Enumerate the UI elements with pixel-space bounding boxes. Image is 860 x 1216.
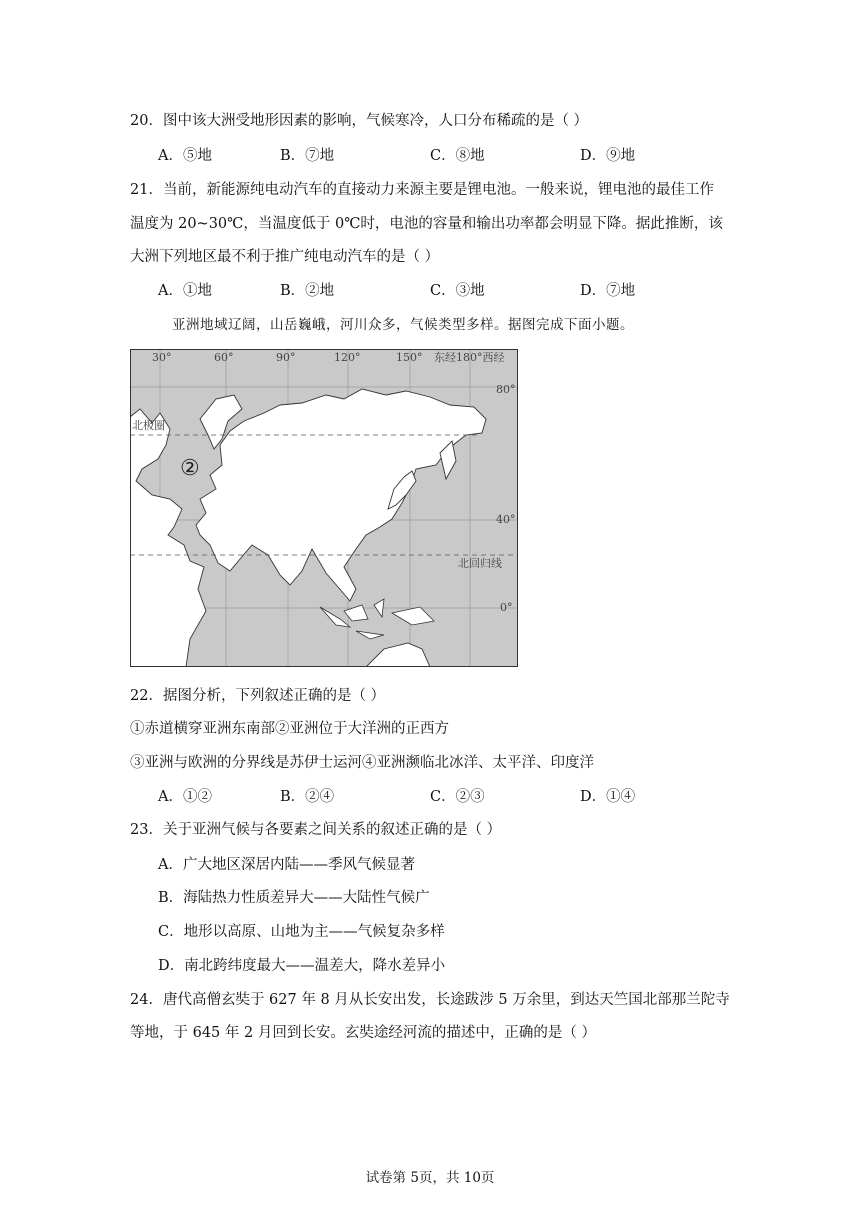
lon-label-150: 150° bbox=[396, 351, 423, 364]
q22-statement-2: ③亚洲与欧洲的分界线是苏伊士运河④亚洲濒临北冰洋、太平洋、印度洋 bbox=[130, 755, 594, 771]
q20-option-c: C．⑧地 bbox=[430, 148, 485, 164]
q21-option-d: D．⑦地 bbox=[580, 283, 636, 299]
lon-label-90: 90° bbox=[276, 351, 296, 364]
q23-option-a: A．广大地区深居内陆——季风气候显著 bbox=[158, 857, 415, 873]
lat-label-80: 80° bbox=[496, 383, 516, 396]
q20-stem: 20．图中该大洲受地形因素的影响，气候寒冷，人口分布稀疏的是（ ） bbox=[130, 113, 589, 129]
q22-option-a: A．①② bbox=[158, 789, 212, 805]
region-marker-2: ② bbox=[180, 456, 200, 481]
lat-label-40: 40° bbox=[496, 513, 516, 526]
q21-option-c: C．③地 bbox=[430, 283, 485, 299]
lon-label-60: 60° bbox=[214, 351, 234, 364]
q24-stem-line-2: 等地，于 645 年 2 月回到长安。玄奘途经河流的描述中，正确的是（ ） bbox=[130, 1025, 596, 1041]
q23-stem: 23．关于亚洲气候与各要素之间关系的叙述正确的是（ ） bbox=[130, 822, 502, 838]
lon-label-30: 30° bbox=[152, 351, 172, 364]
q20-option-a: A．⑤地 bbox=[158, 148, 212, 164]
lon-label-120: 120° bbox=[334, 351, 361, 364]
q22-option-c: C．②③ bbox=[430, 789, 485, 805]
q23-option-c: C．地形以高原、山地为主——气候复杂多样 bbox=[158, 924, 445, 940]
section-intro: 亚洲地域辽阔，山岳巍峨，河川众多，气候类型多样。据图完成下面小题。 bbox=[172, 317, 634, 333]
q21-stem-line-1: 21．当前，新能源纯电动汽车的直接动力来源主要是锂电池。一般来说，锂电池的最佳工作 bbox=[130, 182, 714, 198]
arctic-circle-label: 北极圈 bbox=[132, 419, 165, 432]
q21-option-a: A．①地 bbox=[158, 283, 212, 299]
lon-label-180: 东经180°西经 bbox=[434, 351, 505, 364]
q21-option-b: B．②地 bbox=[280, 283, 335, 299]
q22-statement-1: ①赤道横穿亚洲东南部②亚洲位于大洋洲的正西方 bbox=[130, 721, 449, 737]
q22-stem: 22．据图分析，下列叙述正确的是（ ） bbox=[130, 688, 386, 704]
tropic-label: 北回归线 bbox=[458, 557, 502, 570]
lat-label-0: 0° bbox=[500, 601, 513, 614]
q21-stem-line-3: 大洲下列地区最不利于推广纯电动汽车的是（ ） bbox=[130, 249, 440, 265]
q22-option-d: D．①④ bbox=[580, 789, 636, 805]
q23-option-b: B．海陆热力性质差异大——大陆性气候广 bbox=[158, 890, 430, 906]
q23-option-d: D．南北跨纬度最大——温差大，降水差异小 bbox=[158, 958, 446, 974]
q20-option-d: D．⑨地 bbox=[580, 148, 636, 164]
q24-stem-line-1: 24．唐代高僧玄奘于 627 年 8 月从长安出发，长途跋涉 5 万余里，到达天竺国北部那兰陀寺 bbox=[130, 992, 730, 1008]
q22-option-b: B．②④ bbox=[280, 789, 335, 805]
page-footer: 试卷第 5页，共 10页 bbox=[365, 1170, 495, 1186]
q20-option-b: B．⑦地 bbox=[280, 148, 335, 164]
asia-map bbox=[130, 349, 518, 667]
q21-stem-line-2: 温度为 20~30℃，当温度低于 0℃时，电池的容量和输出功率都会明显下降。据此推断，该 bbox=[130, 216, 723, 232]
